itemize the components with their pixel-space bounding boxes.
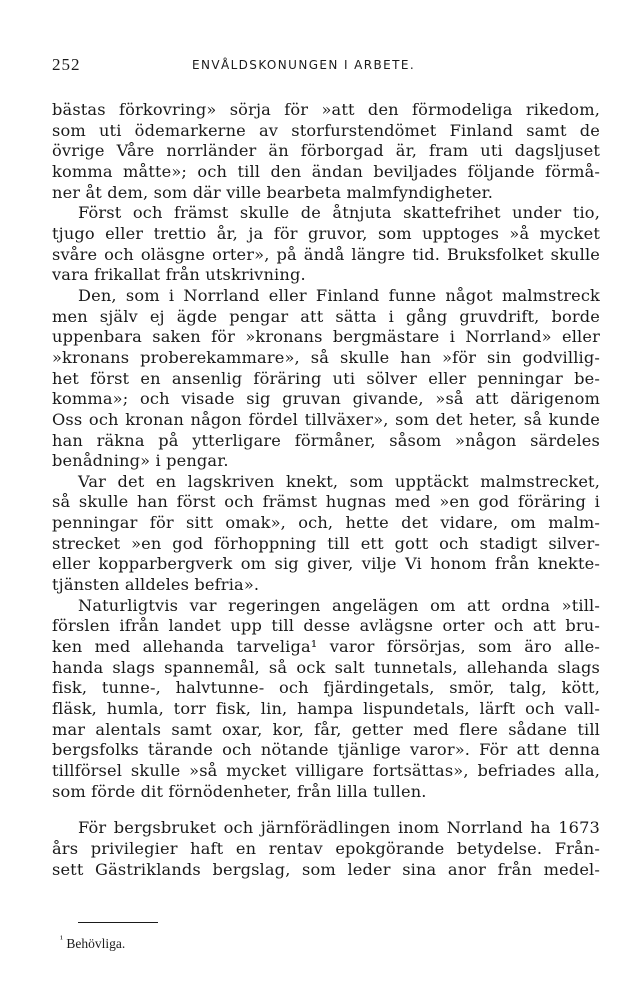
text-line: strecket »en god förhoppning till ett gott och stadigt silver-: [52, 533, 600, 553]
text-line: Var det en lagskriven knekt, som upptäckt malmstrecket,: [78, 471, 600, 491]
text-line: eller kopparbergverk om sig giver, vilje Vi honom från knekte-: [52, 554, 600, 574]
footnote-text: Behövliga.: [66, 936, 126, 951]
text-line: komma»; och visade sig gruvan givande, »så att därigenom: [52, 389, 600, 409]
text-line: het först en ansenlig föräring uti sölver eller penningar be-: [52, 368, 600, 388]
text-line: vara frikallat från utskrivning.: [52, 265, 306, 285]
text-line: Först och främst skulle de åtnjuta skattefrihet under tio,: [78, 203, 600, 223]
body-text: [52, 100, 600, 880]
text-line: komma måtte»; och till den ändan beviljades följande förmå-: [52, 161, 600, 181]
text-line: tjugo eller trettio år, ja för gruvor, som upptoges »å mycket: [52, 223, 600, 243]
text-line: Den, som i Norrland eller Finland funne något malmstreck: [78, 285, 600, 305]
footnote-divider: [78, 922, 158, 923]
text-line: övrige Våre norrländer än förborgad är, fram uti dagsljuset: [52, 141, 600, 161]
text-line: Oss och kronan någon fördel tillväxer», som det heter, så kunde: [52, 409, 600, 429]
text-line: bästas förkovring» sörja för »att den förmodeliga rikedom,: [52, 100, 600, 119]
text-line: fläsk, humla, torr fisk, lin, hampa lispundetals, lärft och vall-: [52, 699, 600, 719]
text-line: ken med allehanda tarveliga¹ varor försörjas, som äro alle-: [52, 637, 600, 657]
text-line: För bergsbruket och järnförädlingen inom Norrland ha 1673: [78, 818, 600, 838]
text-line: så skulle han först och främst hugnas med »en god föräring i: [52, 492, 600, 512]
text-line: som uti ödemarkerne av storfurstendömet Finland samt de: [52, 120, 600, 140]
text-line: bergsfolks tärande och nötande tjänlige varor». För att denna: [52, 740, 600, 760]
text-line: »kronans proberekammare», så skulle han »för sin godvillig-: [52, 347, 600, 367]
text-line: men själv ej ägde pengar att sätta i gång gruvdrift, borde: [52, 306, 600, 326]
text-line: mar alentals samt oxar, kor, får, getter med flere sådane till: [52, 719, 600, 739]
text-line: tjänsten alldeles befria».: [52, 575, 260, 595]
page-header: [52, 55, 612, 79]
text-line: Naturligtvis var regeringen angelägen om att ordna »till-: [78, 595, 600, 615]
footnote-marker: ¹: [60, 934, 63, 945]
text-line: ner åt dem, som där ville bearbeta malmfyndigheter.: [52, 182, 494, 202]
text-line: uppenbara saken för »kronans bergmästare i Norrland» eller: [52, 327, 600, 347]
text-line: års privilegier haft en rentav epokgörande betydelse. Från-: [52, 838, 600, 858]
section-gap: [52, 802, 600, 818]
text-line: benådning» i pengar.: [52, 451, 229, 471]
text-line: sett Gästriklands bergslag, som leder sina anor från medel-: [52, 859, 600, 879]
footnote: [60, 934, 125, 952]
text-line: handa slags spannemål, så ock salt tunnetals, allehanda slags: [52, 657, 600, 677]
text-line: svåre och oläsgne orter», på ändå längre tid. Bruksfolket skulle: [52, 244, 600, 264]
text-line: penningar för sitt omak», och, hette det vidare, om malm-: [52, 513, 600, 533]
text-line: förslen ifrån landet upp till desse avlägsne orter och att bru-: [52, 616, 600, 636]
text-line: han räkna på ytterligare förmåner, såsom »någon särdeles: [52, 430, 600, 450]
text-line: tillförsel skulle »så mycket villigare fortsättas», befriades alla,: [52, 761, 600, 780]
text-line: som förde dit förnödenheter, från lilla tullen.: [52, 781, 427, 801]
page-number: 252: [52, 55, 81, 74]
text-line: fisk, tunne-, halvtunne- och fjärdingetals, smör, talg, kött,: [52, 678, 600, 698]
running-head: ENVÅLDSKONUNGEN I ARBETE.: [192, 58, 416, 72]
